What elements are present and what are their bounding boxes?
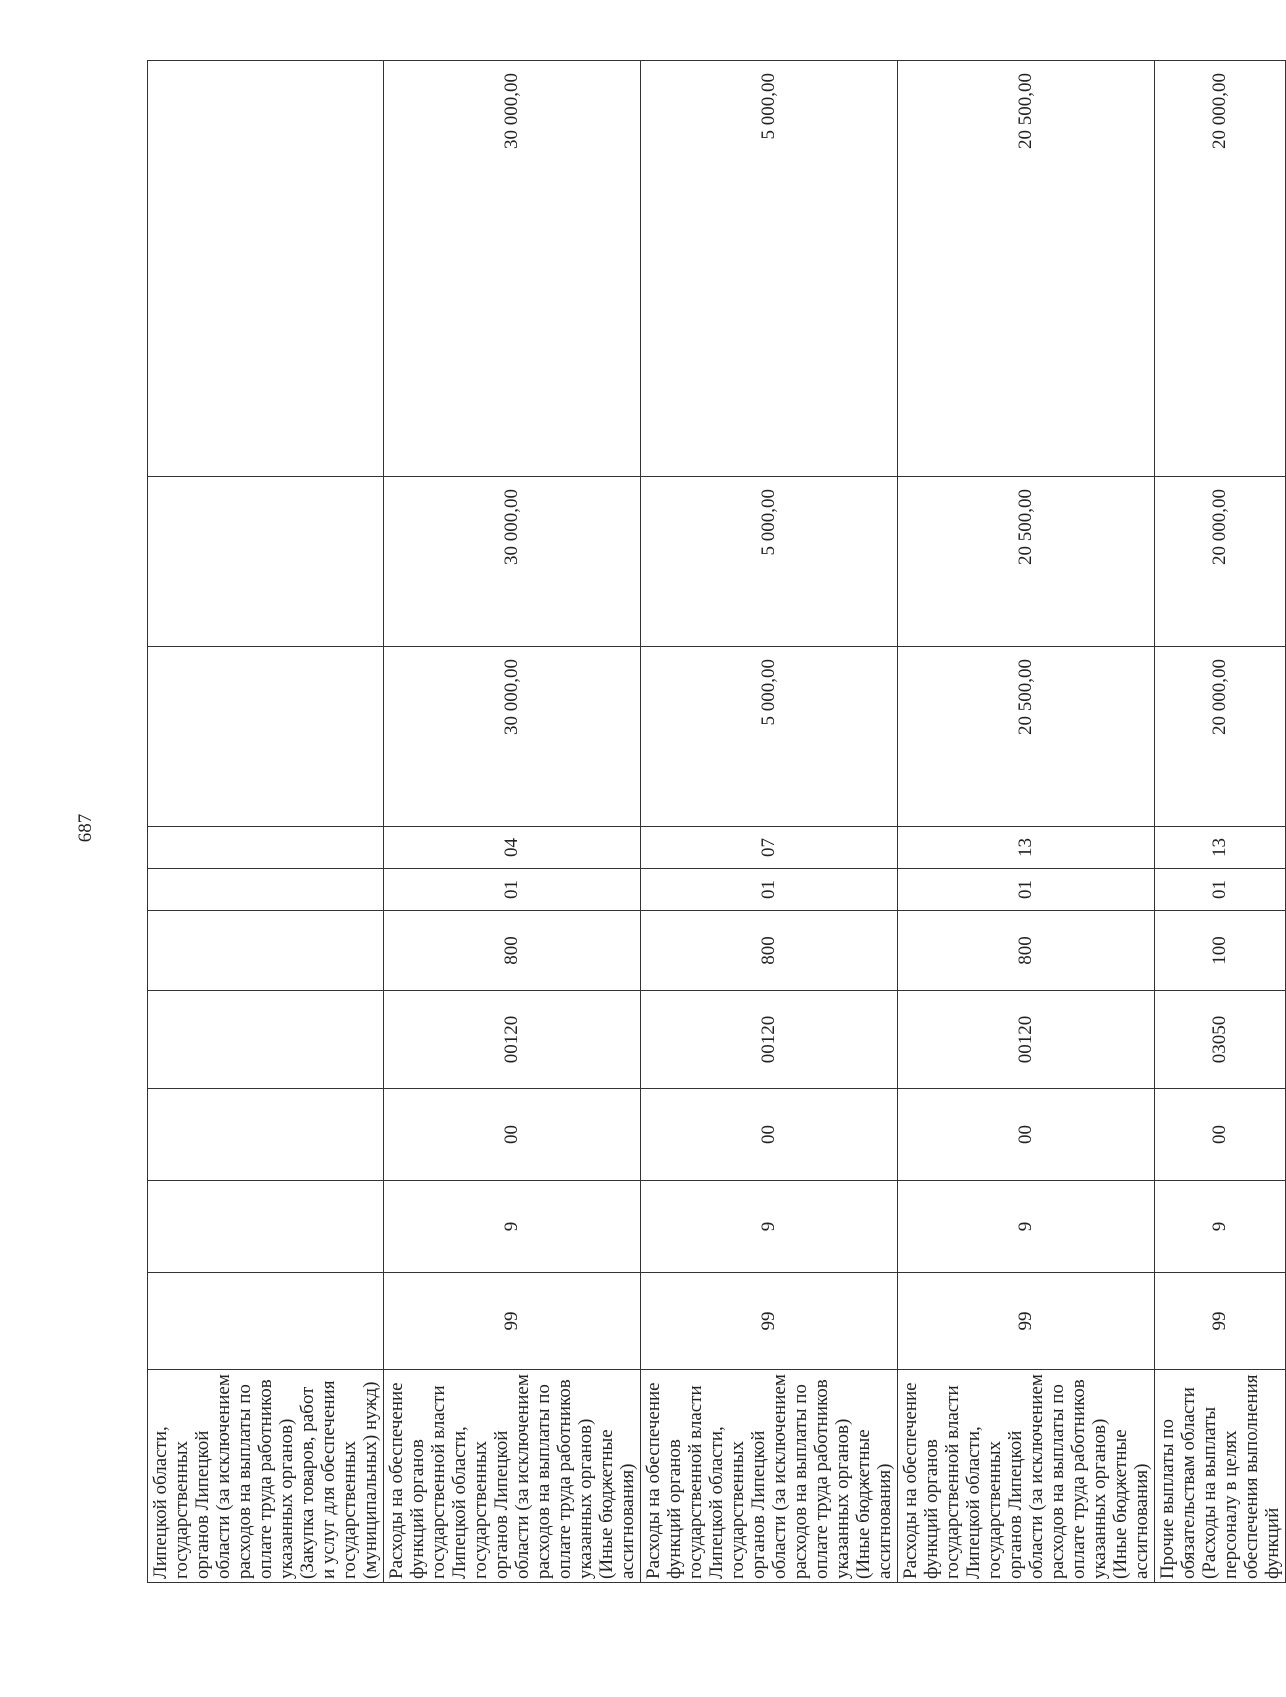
table-row [1155, 61, 1286, 1583]
cell-section [148, 869, 384, 911]
cell-main-event: 00 [898, 1089, 1155, 1181]
cell-main-event [148, 1089, 384, 1181]
cell-direction: 00120 [898, 991, 1155, 1089]
cell-main-event: 00 [641, 1089, 898, 1181]
cell-subprogram: 9 [898, 1181, 1155, 1273]
cell-amount-1 [148, 647, 384, 827]
budget-table [147, 60, 1286, 1583]
cell-expense-type: 800 [641, 911, 898, 991]
cell-subprogram: 9 [641, 1181, 898, 1273]
row-description: Расходы на обеспечение функций органов государственной власти Липецкой области, государственных органов Липецкой области (за исключением расходов на выплаты по оплате труда работников указанных органов) (Иные бюджетные ассигнования) [641, 1370, 898, 1583]
cell-amount-2: 20 000,00 [1155, 477, 1286, 647]
row-description: Липецкой области, государственных органов Липецкой области (за исключением расходов на выплаты по оплате труда работников указанных органов) (Закупка товаров, работ и услуг для обеспечения государственных (муниципальных) нужд) [148, 1370, 384, 1583]
cell-program: 99 [641, 1273, 898, 1370]
cell-expense-type: 800 [898, 911, 1155, 991]
cell-amount-3: 30 000,00 [384, 61, 641, 477]
cell-amount-2: 20 500,00 [898, 477, 1155, 647]
row-description: Расходы на обеспечение функций органов государственной власти Липецкой области, государственных органов Липецкой области (за исключением расходов на выплаты по оплате труда работников указанных органов) (Иные бюджетные ассигнования) [898, 1370, 1155, 1583]
cell-expense-type: 100 [1155, 911, 1286, 991]
cell-program [148, 1273, 384, 1370]
cell-subsection: 13 [1155, 827, 1286, 869]
page-number: 687 [75, 813, 96, 843]
cell-program: 99 [1155, 1273, 1286, 1370]
cell-subsection [148, 827, 384, 869]
cell-amount-3: 5 000,00 [641, 61, 898, 477]
table-row [898, 61, 1155, 1583]
cell-direction [148, 991, 384, 1089]
cell-amount-2: 5 000,00 [641, 477, 898, 647]
cell-amount-3 [148, 61, 384, 477]
cell-amount-3: 20 000,00 [1155, 61, 1286, 477]
cell-subsection: 13 [898, 827, 1155, 869]
cell-main-event: 00 [1155, 1089, 1286, 1181]
table-row [641, 61, 898, 1583]
table-row [148, 61, 384, 1583]
cell-direction: 03050 [1155, 991, 1286, 1089]
cell-expense-type: 800 [384, 911, 641, 991]
cell-amount-2: 30 000,00 [384, 477, 641, 647]
cell-subsection: 07 [641, 827, 898, 869]
cell-subsection: 04 [384, 827, 641, 869]
cell-main-event: 00 [384, 1089, 641, 1181]
cell-amount-3: 20 500,00 [898, 61, 1155, 477]
cell-subprogram [148, 1181, 384, 1273]
rotated-table-container [147, 61, 1283, 1583]
cell-section: 01 [898, 869, 1155, 911]
cell-subprogram: 9 [384, 1181, 641, 1273]
cell-amount-2 [148, 477, 384, 647]
row-description: Прочие выплаты по обязательствам области (Расходы на выплаты персоналу в целях обеспечения выполнения функций [1155, 1370, 1286, 1583]
cell-section: 01 [384, 869, 641, 911]
cell-section: 01 [1155, 869, 1286, 911]
cell-expense-type [148, 911, 384, 991]
cell-amount-1: 5 000,00 [641, 647, 898, 827]
cell-section: 01 [641, 869, 898, 911]
cell-amount-1: 20 500,00 [898, 647, 1155, 827]
cell-program: 99 [384, 1273, 641, 1370]
row-description: Расходы на обеспечение функций органов государственной власти Липецкой области, государственных органов Липецкой области (за исключением расходов на выплаты по оплате труда работников указанных органов) (Иные бюджетные ассигнования) [384, 1370, 641, 1583]
cell-direction: 00120 [641, 991, 898, 1089]
cell-program: 99 [898, 1273, 1155, 1370]
table-row [384, 61, 641, 1583]
cell-amount-1: 20 000,00 [1155, 647, 1286, 827]
cell-subprogram: 9 [1155, 1181, 1286, 1273]
cell-amount-1: 30 000,00 [384, 647, 641, 827]
cell-direction: 00120 [384, 991, 641, 1089]
